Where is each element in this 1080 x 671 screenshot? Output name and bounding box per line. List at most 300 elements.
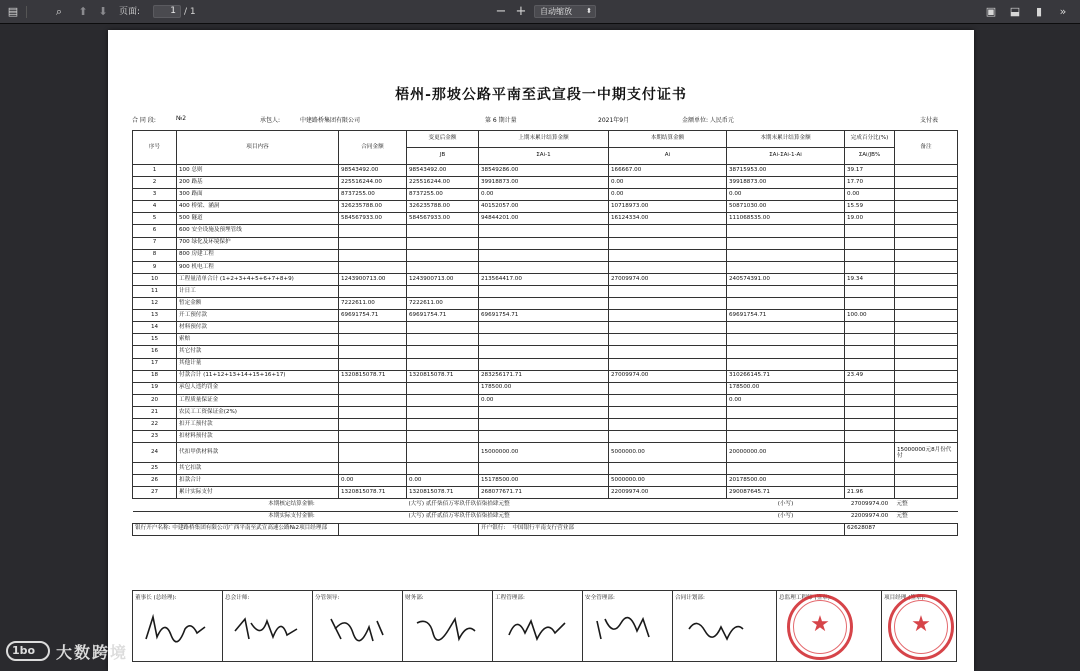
cell-changed: 1320815078.71 (407, 370, 479, 382)
cell-remark (895, 177, 958, 189)
cell-no: 21 (133, 406, 177, 418)
signature-label: 项目经理 (签章): (884, 595, 926, 601)
table-row (133, 285, 958, 297)
signature-label: 财务部: (405, 595, 424, 601)
table-body (133, 165, 958, 499)
open-file-icon[interactable]: ▣ (985, 5, 997, 18)
bank-body (133, 523, 958, 535)
summary-value: 22009974.00 (845, 511, 895, 523)
cell-changed (407, 406, 479, 418)
cell-contract (339, 334, 407, 346)
cell-cum: 0.00 (727, 394, 845, 406)
sidebar-toggle-icon[interactable]: ▤ (7, 5, 19, 18)
signature-label: 总监理工程师 (签章): (779, 595, 832, 601)
cell-changed (407, 261, 479, 273)
summary-unit: 元整 (895, 499, 958, 511)
cell-pct (845, 394, 895, 406)
table-row (133, 189, 958, 201)
cell-prev (479, 406, 609, 418)
cell-contract: 7222611.00 (339, 298, 407, 310)
cell-no: 1 (133, 165, 177, 177)
cell-contract (339, 322, 407, 334)
cell-cur (609, 322, 727, 334)
cell-no: 22 (133, 418, 177, 430)
handwritten-signature (501, 609, 571, 649)
date-label: 2021年9月 (598, 117, 630, 124)
cell-cum (727, 261, 845, 273)
bookmark-icon[interactable]: ▮ (1035, 5, 1043, 18)
page-number-input[interactable]: 1 (153, 5, 181, 18)
pdf-page (108, 30, 974, 671)
cell-cur: 10718973.00 (609, 201, 727, 213)
cell-contract: 1320815078.71 (339, 370, 407, 382)
cell-pct (845, 406, 895, 418)
cell-changed: 326235788.00 (407, 201, 479, 213)
cell-cur: 0.00 (609, 177, 727, 189)
cell-cum: 178500.00 (727, 382, 845, 394)
cell-prev (479, 285, 609, 297)
cell-changed (407, 394, 479, 406)
cell-prev (479, 249, 609, 261)
cell-no: 12 (133, 298, 177, 310)
cell-changed (407, 237, 479, 249)
cell-contract (339, 418, 407, 430)
cell-pct (845, 237, 895, 249)
cell-cur (609, 418, 727, 430)
cell-changed: 225516244.00 (407, 177, 479, 189)
cell-no: 18 (133, 370, 177, 382)
cell-pct (845, 261, 895, 273)
cell-cur (609, 463, 727, 475)
cell-contract: 1320815078.71 (339, 487, 407, 499)
cell-no: 23 (133, 431, 177, 443)
cell-contract (339, 406, 407, 418)
cell-no: 15 (133, 334, 177, 346)
cell-cur: 166667.00 (609, 165, 727, 177)
cell-contract (339, 249, 407, 261)
cell-cum: 50871030.00 (727, 201, 845, 213)
toolbar-separator (26, 6, 27, 18)
cell-item: 农民工工资保证金(2%) (177, 406, 339, 418)
cell-prev: 69691754.71 (479, 310, 609, 322)
table-row (133, 487, 958, 499)
cell-cur: 22009974.00 (609, 487, 727, 499)
header-this-sub: Ai (609, 148, 727, 165)
cell-item: 暂定金额 (177, 298, 339, 310)
cell-prev (479, 463, 609, 475)
table-row (133, 463, 958, 475)
cell-changed (407, 334, 479, 346)
cell-prev: 94844201.00 (479, 213, 609, 225)
summary-small: (小写) (727, 499, 845, 511)
cell-remark (895, 406, 958, 418)
cell-prev: 178500.00 (479, 382, 609, 394)
cell-changed (407, 249, 479, 261)
cell-remark (895, 285, 958, 297)
cell-pct: 17.70 (845, 177, 895, 189)
cell-item: 计日工 (177, 285, 339, 297)
contractor-label: 承包人: (260, 117, 281, 124)
cell-remark (895, 261, 958, 273)
signature-label: 分管领导: (315, 595, 340, 601)
table-row (133, 382, 958, 394)
cell-pct (845, 285, 895, 297)
cell-remark (895, 463, 958, 475)
cell-prev: 0.00 (479, 394, 609, 406)
cell-remark (895, 225, 958, 237)
zoom-select-value: 自动缩放 (540, 7, 572, 16)
cell-no: 10 (133, 273, 177, 285)
cell-cur: 0.00 (609, 189, 727, 201)
signature-label: 合同计划部: (675, 595, 705, 601)
table-row (133, 370, 958, 382)
cell-no: 9 (133, 261, 177, 273)
cell-prev: 268077671.71 (479, 487, 609, 499)
cell-no: 27 (133, 487, 177, 499)
cell-remark (895, 346, 958, 358)
cell-cum (727, 225, 845, 237)
cell-cur: 5000000.00 (609, 443, 727, 463)
currency-label: 金额单位: 人民币元 (682, 117, 734, 124)
cell-remark (895, 487, 958, 499)
contractor-value: 中建路桥集团有限公司 (300, 117, 361, 124)
cell-no: 26 (133, 475, 177, 487)
cell-prev (479, 298, 609, 310)
cell-pct (845, 382, 895, 394)
summary-label: 本期核定结算金额: (177, 499, 407, 511)
cell-cur (609, 237, 727, 249)
cell-no: 8 (133, 249, 177, 261)
cell-pct (845, 475, 895, 487)
cell-cum: 310266145.71 (727, 370, 845, 382)
bank-account-cell (133, 523, 339, 535)
cell-contract (339, 261, 407, 273)
cell-remark (895, 382, 958, 394)
cell-cum (727, 237, 845, 249)
cell-remark (895, 189, 958, 201)
cell-changed: 0.00 (407, 475, 479, 487)
table-row (133, 273, 958, 285)
header-changed-sub: JB (407, 148, 479, 165)
cell-cum (727, 346, 845, 358)
cell-item: 材料预付款 (177, 322, 339, 334)
pdf-toolbar (0, 0, 1080, 24)
handwritten-signature (411, 609, 481, 649)
cell-pct (845, 443, 895, 463)
cell-contract (339, 463, 407, 475)
cell-changed: 584567933.00 (407, 213, 479, 225)
tools-menu-icon[interactable]: » (1059, 5, 1067, 18)
cell-prev: 38549286.00 (479, 165, 609, 177)
red-stamp (787, 594, 853, 660)
cell-cum: 38715953.00 (727, 165, 845, 177)
cell-cum (727, 418, 845, 430)
cell-changed: 8737255.00 (407, 189, 479, 201)
handwritten-signature (591, 609, 661, 649)
bank-label: 开户银行: (481, 525, 506, 532)
signature-cell (403, 591, 493, 661)
chevron-down-icon: ⬍ (586, 7, 592, 15)
cell-remark (895, 237, 958, 249)
watermark-logo (6, 641, 50, 661)
table-row (133, 346, 958, 358)
summary-big: (大写) 贰仟柒佰万零玖仟玖佰柒拾肆元整 (407, 499, 727, 511)
cell-cur (609, 261, 727, 273)
cell-contract (339, 382, 407, 394)
cell-prev: 283256171.71 (479, 370, 609, 382)
header-cum-sub: ΣAi-ΣAi-1-Ai (727, 148, 845, 165)
table-row (133, 165, 958, 177)
cell-no: 6 (133, 225, 177, 237)
cell-remark (895, 334, 958, 346)
cell-item: 付款合计 (11+12+13+14+15+16+17) (177, 370, 339, 382)
cell-item: 扣款合计 (177, 475, 339, 487)
cell-contract: 326235788.00 (339, 201, 407, 213)
cell-no: 16 (133, 346, 177, 358)
cell-item: 承包人违约罚金 (177, 382, 339, 394)
cell-cur (609, 346, 727, 358)
bank-account-no: 62628087 (845, 523, 958, 535)
header-remark: 备注 (895, 131, 958, 165)
cell-prev (479, 418, 609, 430)
cell-pct: 23.49 (845, 370, 895, 382)
cell-prev: 213564417.00 (479, 273, 609, 285)
cell-cur (609, 249, 727, 261)
table-row (133, 298, 958, 310)
signature-label: 安全管理部: (585, 595, 615, 601)
table-row (133, 201, 958, 213)
cell-cum: 69691754.71 (727, 310, 845, 322)
cell-cum: 111068535.00 (727, 213, 845, 225)
cell-cur: 27009974.00 (609, 370, 727, 382)
cell-pct (845, 225, 895, 237)
header-contract-amount: 合同金额 (339, 131, 407, 165)
previous-page-icon[interactable]: ⬆ (78, 5, 88, 18)
cell-cum: 0.00 (727, 189, 845, 201)
summary-row (133, 499, 958, 511)
cell-changed (407, 463, 479, 475)
cell-prev (479, 322, 609, 334)
cell-prev (479, 237, 609, 249)
bank-account-name-cont (339, 523, 479, 535)
cell-remark (895, 310, 958, 322)
cell-cur (609, 298, 727, 310)
cell-item: 700 绿化及环境保护 (177, 237, 339, 249)
table-row (133, 310, 958, 322)
cell-cur: 16124334.00 (609, 213, 727, 225)
cell-changed: 7222611.00 (407, 298, 479, 310)
cell-prev: 15000000.00 (479, 443, 609, 463)
cell-contract (339, 443, 407, 463)
cell-remark (895, 370, 958, 382)
cell-cum (727, 285, 845, 297)
summary-small: (小写) (727, 511, 845, 523)
table-row (133, 443, 958, 463)
bank-account-name: 中建路桥集团有限公司广西平南至武宣高速公路№2项目经理部 (172, 525, 328, 532)
cell-pct (845, 322, 895, 334)
zoom-select[interactable] (534, 5, 596, 18)
summary-body (133, 499, 958, 523)
table-row (133, 431, 958, 443)
cell-no: 3 (133, 189, 177, 201)
cell-item: 工程量清单合计 (1+2+3+4+5+6+7+8+9) (177, 273, 339, 285)
cell-item: 600 安全设施及预埋管线 (177, 225, 339, 237)
header-pct: 完成百分比(%) (845, 131, 895, 148)
cell-cum (727, 322, 845, 334)
cell-changed (407, 358, 479, 370)
cell-prev: 0.00 (479, 189, 609, 201)
cell-changed: 69691754.71 (407, 310, 479, 322)
save-icon[interactable]: ⬓ (1009, 5, 1021, 18)
cell-item: 400 桥梁、涵洞 (177, 201, 339, 213)
cell-pct (845, 334, 895, 346)
cell-cur: 5000000.00 (609, 475, 727, 487)
document-title: 梧州-那坡公路平南至武宣段一中期支付证书 (395, 87, 687, 103)
signature-label: 工程管理部: (495, 595, 525, 601)
summary-row (133, 511, 958, 523)
summary-label: 本期实际支付金额: (177, 511, 407, 523)
table-row (133, 322, 958, 334)
cell-cur (609, 285, 727, 297)
cell-item: 800 房建工程 (177, 249, 339, 261)
payment-table (132, 130, 958, 536)
cell-prev (479, 431, 609, 443)
cell-pct (845, 418, 895, 430)
cell-item: 200 路基 (177, 177, 339, 189)
cell-cur (609, 394, 727, 406)
cell-changed (407, 225, 479, 237)
cell-contract: 225516244.00 (339, 177, 407, 189)
cell-changed: 98543492.00 (407, 165, 479, 177)
table-row (133, 358, 958, 370)
cell-item: 索赔 (177, 334, 339, 346)
cell-changed (407, 346, 479, 358)
cell-prev (479, 261, 609, 273)
cell-item: 100 总则 (177, 165, 339, 177)
cell-pct (845, 463, 895, 475)
cell-cur (609, 358, 727, 370)
watermark-text: 大数跨境 (56, 643, 129, 662)
cell-remark (895, 475, 958, 487)
cell-pct (845, 298, 895, 310)
cell-changed (407, 443, 479, 463)
period-label: 第 6 期计量 (485, 117, 517, 124)
table-row (133, 394, 958, 406)
cell-prev (479, 358, 609, 370)
cell-pct: 19.34 (845, 273, 895, 285)
cell-contract: 8737255.00 (339, 189, 407, 201)
header-pct-sub: ΣAi/JB% (845, 148, 895, 165)
page-label: 页面: (119, 7, 141, 17)
cell-pct: 19.00 (845, 213, 895, 225)
cell-item: 扣开工预付款 (177, 418, 339, 430)
table-row (133, 177, 958, 189)
cell-remark (895, 431, 958, 443)
cell-no: 11 (133, 285, 177, 297)
cell-no: 13 (133, 310, 177, 322)
cell-remark (895, 358, 958, 370)
cell-prev: 15178500.00 (479, 475, 609, 487)
cell-contract (339, 346, 407, 358)
cell-cum (727, 431, 845, 443)
summary-unit: 元整 (895, 511, 958, 523)
cell-cur: 27009974.00 (609, 273, 727, 285)
signature-cell (223, 591, 313, 661)
cell-item: 300 路面 (177, 189, 339, 201)
cell-contract (339, 431, 407, 443)
cell-cur (609, 334, 727, 346)
cell-no: 25 (133, 463, 177, 475)
signature-cell (777, 591, 882, 661)
cell-no: 17 (133, 358, 177, 370)
signature-cell (882, 591, 958, 661)
cell-cum: 20000000.00 (727, 443, 845, 463)
cell-cum (727, 463, 845, 475)
cell-contract (339, 394, 407, 406)
cell-no: 2 (133, 177, 177, 189)
cell-pct (845, 431, 895, 443)
cell-contract: 584567933.00 (339, 213, 407, 225)
cell-pct (845, 358, 895, 370)
watermark-logo-text: 1bo (12, 644, 36, 657)
cell-prev (479, 225, 609, 237)
cell-remark (895, 201, 958, 213)
watermark (6, 636, 156, 666)
header-this-period: 本期结算金额 (609, 131, 727, 148)
cell-cum: 290087645.71 (727, 487, 845, 499)
table-row (133, 261, 958, 273)
table-row (133, 406, 958, 418)
cell-cum (727, 358, 845, 370)
bank-cell (479, 523, 845, 535)
cell-no: 24 (133, 443, 177, 463)
cell-cum: 39918873.00 (727, 177, 845, 189)
cell-cum: 20178500.00 (727, 475, 845, 487)
cell-prev (479, 346, 609, 358)
cell-item: 其他计量 (177, 358, 339, 370)
cell-changed: 1320815078.71 (407, 487, 479, 499)
cell-item: 其它扣款 (177, 463, 339, 475)
table-row (133, 237, 958, 249)
cell-cur (609, 310, 727, 322)
zoom-out-button[interactable]: − (495, 4, 507, 19)
zoom-in-button[interactable]: + (515, 4, 527, 19)
signature-cell (673, 591, 777, 661)
stamp-star-icon: ★ (810, 612, 830, 637)
cell-remark (895, 298, 958, 310)
cell-changed (407, 285, 479, 297)
cell-no: 19 (133, 382, 177, 394)
search-icon[interactable]: ⌕ (55, 5, 63, 18)
form-name: 支付表 (920, 117, 939, 124)
cell-remark (895, 213, 958, 225)
signature-cell (493, 591, 583, 661)
cell-remark: 15000000元8月份代付 (895, 443, 958, 463)
next-page-icon[interactable]: ⬇ (98, 5, 108, 18)
contract-value: №2 (176, 115, 187, 122)
cell-remark (895, 273, 958, 285)
cell-contract: 1243900713.00 (339, 273, 407, 285)
cell-contract (339, 358, 407, 370)
handwritten-signature (681, 609, 751, 649)
header-prev-sub: ΣAi-1 (479, 148, 609, 165)
cell-no: 20 (133, 394, 177, 406)
cell-cum (727, 249, 845, 261)
cell-pct: 39.17 (845, 165, 895, 177)
handwritten-signature (321, 609, 391, 649)
cell-pct (845, 346, 895, 358)
cell-cur (609, 225, 727, 237)
